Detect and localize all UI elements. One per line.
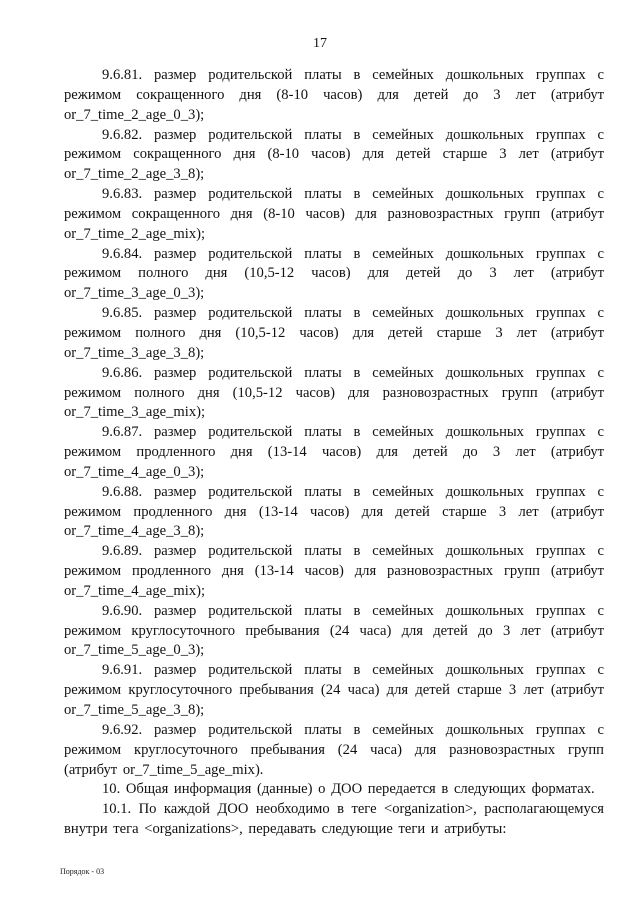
paragraph-9-6-87: 9.6.87. размер родительской платы в семейных дошкольных группах с режимом продленного дня (13-14 часов) для детей до 3 лет (атрибут or_7_time_4_age_0_3); bbox=[64, 424, 604, 480]
document-body bbox=[64, 66, 604, 840]
paragraph-9-6-89: 9.6.89. размер родительской платы в семейных дошкольных группах с режимом продленного дня (13-14 часов) для разновозрастных групп (атрибут or_7_time_4_age_mix); bbox=[64, 543, 604, 599]
paragraph-9-6-81: 9.6.81. размер родительской платы в семейных дошкольных группах с режимом сокращенного дня (8-10 часов) для детей до 3 лет (атрибут or_7_time_2_age_0_3); bbox=[64, 67, 604, 123]
page-number: 17 bbox=[313, 36, 327, 51]
paragraph-9-6-91: 9.6.91. размер родительской платы в семейных дошкольных группах с режимом круглосуточного пребывания (24 часа) для детей старше 3 лет (атрибут or_7_time_5_age_3_8); bbox=[64, 662, 604, 718]
paragraph-9-6-92: 9.6.92. размер родительской платы в семейных дошкольных группах с режимом круглосуточного пребывания (24 часа) для разновозрастных групп (атрибут or_7_time_5_age_mix). bbox=[64, 721, 604, 778]
footer-label: Порядок - 03 bbox=[60, 867, 105, 876]
paragraph-10-1: 10.1. По каждой ДОО необходимо в теге <organization>, располагающемуся внутри тега <organizations>, передавать следующие теги и атрибуты: bbox=[64, 801, 604, 838]
paragraph-10: 10. Общая информация (данные) о ДОО передается в следующих форматах. bbox=[102, 781, 595, 798]
paragraph-9-6-82: 9.6.82. размер родительской платы в семейных дошкольных группах с режимом сокращенного дня (8-10 часов) для детей старше 3 лет (атрибут or_7_time_2_age_3_8); bbox=[64, 126, 604, 183]
paragraph-9-6-88: 9.6.88. размер родительской платы в семейных дошкольных группах с режимом продленного дня (13-14 часов) для детей старше 3 лет (атрибут or_7_time_4_age_3_8); bbox=[64, 483, 604, 540]
paragraph-9-6-90: 9.6.90. размер родительской платы в семейных дошкольных группах с режимом круглосуточного пребывания (24 часа) для детей до 3 лет (атрибут or_7_time_5_age_0_3); bbox=[64, 602, 604, 659]
paragraph-9-6-83: 9.6.83. размер родительской платы в семейных дошкольных группах с режимом сокращенного дня (8-10 часов) для разновозрастных групп (атрибут or_7_time_2_age_mix); bbox=[64, 186, 604, 242]
paragraph-9-6-86: 9.6.86. размер родительской платы в семейных дошкольных группах с режимом полного дня (10,5-12 часов) для разновозрастных групп (атрибут or_7_time_3_age_mix); bbox=[64, 364, 604, 421]
paragraph-9-6-84: 9.6.84. размер родительской платы в семейных дошкольных группах с режимом полного дня (10,5-12 часов) для детей до 3 лет (атрибут or_7_time_3_age_0_3); bbox=[64, 245, 604, 302]
paragraph-9-6-85: 9.6.85. размер родительской платы в семейных дошкольных группах с режимом полного дня (10,5-12 часов) для детей старше 3 лет (атрибут or_7_time_3_age_3_8); bbox=[64, 305, 604, 361]
